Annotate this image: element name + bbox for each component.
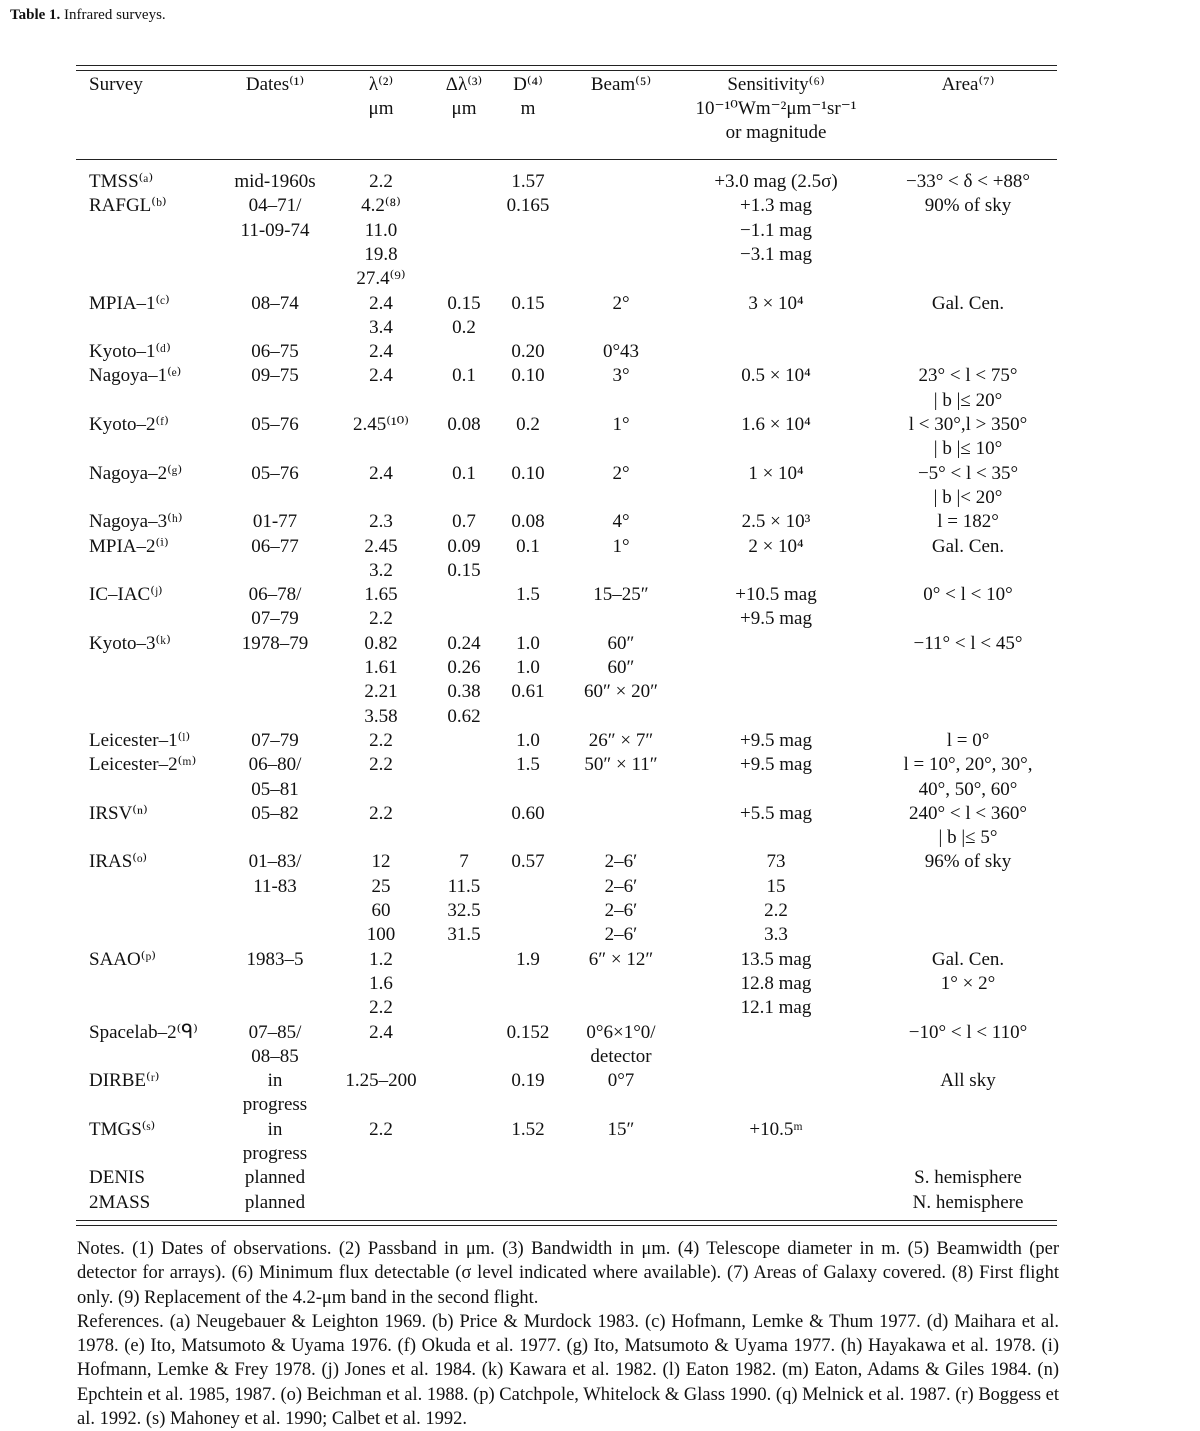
cell-dlambda: 31.5 — [447, 924, 481, 946]
cell-area: 90% of sky — [924, 195, 1012, 217]
cell-dlambda: 0.38 — [447, 681, 481, 703]
cell-dlambda: 0.15 — [447, 559, 481, 581]
cell-beam: 3° — [612, 365, 630, 387]
cell-d: 0.20 — [511, 341, 545, 363]
cell-lambda: 2.2 — [369, 997, 393, 1019]
cell-lambda: 2.2 — [369, 1118, 393, 1140]
cell-beam: 2° — [612, 292, 630, 314]
cell-sensitivity: 3.3 — [764, 924, 788, 946]
column-header-sensitivity — [696, 73, 857, 145]
cell-dates: progress — [242, 1094, 308, 1116]
cell-area: l < 30°,l > 350° — [908, 414, 1028, 435]
cell-beam: 2–6′ — [604, 851, 638, 873]
cell-beam: 4° — [612, 511, 630, 533]
cell-d: 1.0 — [516, 729, 540, 751]
cell-sensitivity: +9.5 mag — [740, 608, 812, 630]
cell-area: l = 0° — [946, 729, 990, 751]
cell-survey: IC–IAC⁽ʲ⁾ — [89, 584, 163, 606]
cell-d: 1.5 — [516, 584, 540, 606]
column-header-dlambda — [446, 73, 482, 121]
cell-area: 240° < l < 360° — [909, 802, 1027, 824]
cell-sensitivity: 2.2 — [764, 900, 788, 921]
bottom-rule-second — [76, 1225, 1057, 1226]
cell-dates: 11-09-74 — [240, 219, 310, 241]
cell-dates: planned — [244, 1167, 306, 1189]
table-caption-label: Table 1. — [10, 7, 61, 23]
cell-sensitivity: +5.5 mag — [740, 802, 812, 824]
cell-beam: 6″ × 12″ — [588, 948, 654, 970]
table-notes — [77, 1237, 1059, 1431]
cell-area: | b |≤ 20° — [933, 389, 1003, 411]
cell-lambda: 25 — [371, 875, 391, 897]
cell-d: 0.15 — [511, 292, 545, 314]
cell-dlambda: 0.09 — [447, 535, 481, 557]
column-header-survey-line: Survey — [89, 74, 143, 95]
column-header-lambda — [369, 73, 394, 121]
cell-area: −10° < l < 110° — [908, 1021, 1028, 1043]
cell-d: 0.57 — [511, 851, 545, 873]
column-header-lambda-line: λ⁽²⁾ — [368, 74, 394, 95]
cell-area: −5° < l < 35° — [917, 462, 1019, 484]
cell-sensitivity: +10.5ᵐ — [749, 1118, 803, 1140]
cell-lambda: 2.4 — [369, 462, 393, 484]
cell-beam: 60″ × 20″ — [583, 681, 659, 703]
cell-dates: 05–81 — [251, 778, 299, 800]
column-header-dlambda-line: μm — [451, 98, 477, 119]
top-rule-second — [76, 70, 1057, 71]
cell-dlambda: 0.7 — [452, 511, 476, 533]
cell-lambda: 2.2 — [369, 171, 393, 192]
cell-lambda: 19.8 — [364, 243, 398, 265]
cell-beam: detector — [590, 1045, 652, 1067]
cell-sensitivity: 0.5 × 10⁴ — [741, 365, 811, 387]
cell-beam: 2–6′ — [604, 875, 638, 897]
cell-area: N. hemisphere — [912, 1191, 1024, 1213]
cell-d: 0.1 — [516, 535, 540, 557]
cell-dates: 01-77 — [252, 511, 298, 533]
cell-dates: 11-83 — [253, 875, 297, 897]
cell-sensitivity: +1.3 mag — [740, 195, 812, 217]
cell-lambda: 2.4 — [369, 365, 393, 387]
column-header-d-line: D⁽⁴⁾ — [513, 74, 543, 95]
cell-lambda: 1.25–200 — [345, 1070, 417, 1092]
cell-d: 0.08 — [511, 511, 545, 533]
cell-dates: 06–80/ — [248, 754, 302, 776]
cell-dates: 07–79 — [251, 608, 299, 630]
cell-dlambda: 0.24 — [447, 632, 481, 654]
references-paragraph: References. (a) Neugebauer & Leighton 1969. (b) Price & Murdock 1983. (c) Hofmann, Lemke & Thum 1977. (d) Maihara et al. 1978. (e) Ito, Matsumoto & Uyama 1976. (f) Okuda et al. 1977. (g) Ito, Matsumoto & Uyama 1977. (h) Hayakawa et al. 1978. (i) Hofmann, Lemke & Frey 1978. (j) Jones et al. 1984. (k) Kawara et al. 1982. (l) Eaton 1982. (m) Eaton, Adams & Giles 1984. (n) Epchtein et al. 1985, 1987. (o) Beichman et al. 1988. (p) Catchpole, Whitelock & Glass 1990. (q) Melnick et al. 1987. (r) Boggess et al. 1992. (s) Mahoney et al. 1990; Calbet et al. 1992. — [77, 1311, 1059, 1430]
cell-survey: Kyoto–3⁽ᵏ⁾ — [89, 632, 171, 654]
cell-d: 1.0 — [516, 657, 540, 678]
cell-lambda: 1.61 — [364, 657, 398, 678]
cell-lambda: 2.2 — [369, 754, 393, 776]
cell-area: Gal. Cen. — [931, 292, 1005, 314]
cell-beam: 2–6′ — [604, 900, 638, 921]
cell-survey: Leicester–1⁽ˡ⁾ — [89, 729, 191, 751]
column-header-beam — [591, 73, 651, 97]
cell-area: | b |≤ 10° — [933, 438, 1003, 460]
cell-area: 96% of sky — [924, 851, 1012, 873]
cell-area: All sky — [940, 1070, 996, 1092]
cell-lambda: 2.4 — [369, 1021, 393, 1043]
cell-dlambda: 0.1 — [452, 462, 476, 484]
cell-sensitivity: 1 × 10⁴ — [748, 462, 804, 484]
cell-survey: MPIA–1⁽ᶜ⁾ — [89, 292, 170, 314]
cell-dates: 01–83/ — [248, 851, 302, 873]
cell-lambda: 3.4 — [369, 316, 393, 338]
table-caption — [10, 7, 166, 24]
cell-lambda: 4.2⁽⁸⁾ — [361, 195, 401, 217]
cell-survey: IRAS⁽ᵒ⁾ — [89, 851, 148, 873]
cell-dates: 06–78/ — [248, 584, 302, 606]
cell-survey: TMSS⁽ᵃ⁾ — [89, 171, 154, 192]
cell-sensitivity: 1.6 × 10⁴ — [741, 414, 811, 435]
cell-dates: in — [267, 1118, 283, 1140]
cell-area: 1° × 2° — [940, 972, 996, 994]
cell-area: l = 10°, 20°, 30°, — [903, 754, 1033, 776]
cell-dates: 08–85 — [251, 1045, 299, 1067]
cell-d: 1.0 — [516, 632, 540, 654]
column-header-area-line: Area⁽⁷⁾ — [941, 74, 995, 95]
cell-lambda: 3.2 — [369, 559, 393, 581]
cell-sensitivity: 3 × 10⁴ — [748, 292, 804, 314]
cell-dlambda: 0.15 — [447, 292, 481, 314]
top-rule — [76, 65, 1057, 66]
column-header-area — [942, 73, 995, 97]
cell-dates: 05–82 — [251, 802, 299, 824]
cell-sensitivity: 15 — [766, 875, 786, 897]
cell-area: l = 182° — [937, 511, 999, 533]
cell-d: 1.57 — [511, 171, 545, 192]
cell-sensitivity: 2.5 × 10³ — [741, 511, 811, 533]
cell-area: | b |≤ 5° — [938, 827, 998, 849]
cell-dates: 07–79 — [251, 729, 299, 751]
cell-survey: DENIS — [89, 1167, 145, 1189]
cell-d: 0.2 — [516, 414, 540, 435]
cell-sensitivity: +9.5 mag — [740, 754, 812, 776]
cell-dlambda: 0.1 — [452, 365, 476, 387]
cell-dlambda: 11.5 — [447, 875, 481, 897]
cell-lambda: 1.6 — [369, 972, 393, 994]
cell-survey: RAFGL⁽ᵇ⁾ — [89, 195, 167, 217]
cell-sensitivity: +10.5 mag — [735, 584, 817, 606]
cell-sensitivity: 2 × 10⁴ — [748, 535, 804, 557]
cell-sensitivity: 12.8 mag — [740, 972, 812, 994]
cell-area: | b |< 20° — [933, 486, 1003, 508]
cell-lambda: 1.2 — [369, 948, 393, 970]
cell-dates: 06–75 — [251, 341, 299, 363]
cell-area: Gal. Cen. — [931, 535, 1005, 557]
cell-beam: 50″ × 11″ — [584, 754, 658, 776]
cell-beam: 15–25″ — [593, 584, 649, 606]
cell-lambda: 60 — [371, 900, 391, 921]
column-header-dates-line: Dates⁽¹⁾ — [245, 74, 305, 95]
cell-lambda: 2.2 — [369, 608, 393, 630]
column-header-sensitivity-line: Sensitivity⁽⁶⁾ — [727, 74, 825, 95]
column-header-dates — [246, 73, 304, 97]
cell-dates: 06–77 — [251, 535, 299, 557]
cell-lambda: 2.2 — [369, 802, 393, 824]
cell-lambda: 2.21 — [364, 681, 398, 703]
cell-area: −11° < l < 45° — [913, 632, 1023, 654]
column-header-d — [513, 73, 543, 121]
cell-d: 0.152 — [506, 1021, 550, 1043]
cell-sensitivity: +3.0 mag (2.5σ) — [714, 171, 838, 192]
cell-dates: in — [267, 1070, 283, 1092]
cell-lambda: 12 — [371, 851, 391, 873]
cell-dlambda: 0.62 — [447, 705, 481, 727]
cell-d: 1.9 — [516, 948, 540, 970]
cell-dates: 04–71/ — [248, 195, 302, 217]
cell-sensitivity: 73 — [766, 851, 786, 873]
cell-dates: 1983–5 — [246, 948, 304, 970]
cell-sensitivity: −3.1 mag — [740, 243, 812, 265]
cell-d: 0.19 — [511, 1070, 545, 1092]
cell-beam: 2° — [612, 462, 630, 484]
cell-beam: 26″ × 7″ — [588, 729, 654, 751]
cell-beam: 60″ — [607, 632, 635, 654]
table-caption-title: Infrared surveys. — [64, 7, 166, 23]
cell-survey: Nagoya–2⁽ᵍ⁾ — [89, 462, 183, 484]
cell-beam: 1° — [612, 414, 630, 435]
cell-survey: SAAO⁽ᵖ⁾ — [89, 948, 156, 970]
cell-area: −33° < δ < +88° — [905, 171, 1031, 192]
cell-survey: DIRBE⁽ʳ⁾ — [89, 1070, 160, 1092]
cell-beam: 0°43 — [602, 341, 640, 363]
cell-beam: 1° — [612, 535, 630, 557]
column-header-survey — [89, 73, 143, 97]
notes-paragraph: Notes. (1) Dates of observations. (2) Passband in μm. (3) Bandwidth in μm. (4) Telescope diameter in m. (5) Beamwidth (per detector for arrays). (6) Minimum flux detectable (σ level indicated where available). (7) Areas of Galaxy covered. (8) First flight only. (9) Replacement of the 4.2-μm band in the second flight. — [77, 1239, 1059, 1308]
cell-dlambda: 0.26 — [447, 657, 481, 678]
cell-beam: 60″ — [607, 657, 635, 678]
cell-beam: 0°6×1°0/ — [586, 1021, 656, 1043]
column-header-dlambda-line: Δλ⁽³⁾ — [445, 74, 483, 95]
cell-area: 0° < l < 10° — [923, 584, 1013, 606]
cell-dates: planned — [244, 1191, 306, 1213]
cell-dates: 05–76 — [251, 414, 299, 435]
bottom-rule — [76, 1220, 1057, 1221]
cell-lambda: 2.45 — [364, 535, 398, 557]
cell-d: 0.10 — [511, 462, 545, 484]
cell-lambda: 1.65 — [364, 584, 398, 606]
cell-d: 0.60 — [511, 802, 545, 824]
cell-dates: progress — [242, 1143, 308, 1164]
cell-dlambda: 7 — [459, 851, 469, 873]
cell-lambda: 2.3 — [369, 511, 393, 533]
cell-d: 0.10 — [511, 365, 545, 387]
cell-survey: IRSV⁽ⁿ⁾ — [89, 802, 148, 824]
cell-dates: 09–75 — [251, 365, 299, 387]
cell-sensitivity: −1.1 mag — [740, 219, 812, 241]
cell-lambda: 2.4 — [369, 341, 393, 363]
cell-dates: 08–74 — [251, 292, 299, 314]
cell-beam: 0°7 — [607, 1070, 635, 1092]
cell-dlambda: 0.2 — [452, 316, 476, 338]
cell-lambda: 2.2 — [369, 729, 393, 751]
cell-d: 0.61 — [511, 681, 545, 703]
cell-survey: Nagoya–1⁽ᵉ⁾ — [89, 365, 182, 387]
cell-area: 23° < l < 75° — [918, 365, 1018, 387]
cell-survey: 2MASS — [89, 1191, 151, 1213]
column-header-lambda-line: μm — [368, 98, 394, 119]
cell-survey: Kyoto–1⁽ᵈ⁾ — [89, 341, 171, 363]
cell-lambda: 2.45⁽¹⁰⁾ — [353, 414, 409, 435]
cell-d: 0.165 — [506, 195, 550, 217]
cell-dates: 1978–79 — [241, 632, 309, 654]
cell-survey: TMGS⁽ˢ⁾ — [89, 1118, 156, 1140]
cell-dlambda: 32.5 — [447, 900, 481, 921]
cell-survey: Kyoto–2⁽ᶠ⁾ — [89, 414, 169, 435]
cell-dlambda: 0.08 — [447, 414, 481, 435]
column-header-sensitivity-line: 10⁻¹⁰Wm⁻²μm⁻¹sr⁻¹ — [695, 98, 857, 119]
header-rule — [76, 159, 1057, 160]
cell-beam: 15″ — [607, 1118, 635, 1140]
column-header-d-line: m — [520, 98, 536, 119]
cell-d: 1.52 — [511, 1118, 545, 1140]
cell-lambda: 100 — [366, 924, 396, 946]
cell-lambda: 27.4⁽⁹⁾ — [356, 268, 406, 290]
cell-lambda: 2.4 — [369, 292, 393, 314]
cell-lambda: 0.82 — [364, 632, 398, 654]
cell-beam: 2–6′ — [604, 924, 638, 946]
cell-dates: mid-1960s — [234, 171, 316, 192]
cell-sensitivity: 12.1 mag — [740, 997, 812, 1019]
cell-area: S. hemisphere — [914, 1167, 1022, 1189]
cell-area: Gal. Cen. — [931, 948, 1005, 970]
cell-survey: MPIA–2⁽ⁱ⁾ — [89, 535, 169, 557]
cell-survey: Leicester–2⁽ᵐ⁾ — [89, 754, 197, 776]
cell-dates: 07–85/ — [248, 1021, 302, 1043]
cell-area: 40°, 50°, 60° — [918, 778, 1018, 800]
cell-sensitivity: 13.5 mag — [740, 948, 812, 970]
cell-dates: 05–76 — [251, 462, 299, 484]
cell-lambda: 3.58 — [364, 705, 398, 727]
column-header-sensitivity-line: or magnitude — [725, 122, 827, 143]
column-header-beam-line: Beam⁽⁵⁾ — [590, 74, 652, 95]
cell-d: 1.5 — [516, 754, 540, 776]
cell-lambda: 11.0 — [364, 219, 398, 241]
cell-sensitivity: +9.5 mag — [740, 729, 812, 751]
cell-survey: Nagoya–3⁽ʰ⁾ — [89, 511, 183, 533]
cell-survey: Spacelab–2⁽ᑫ⁾ — [89, 1021, 198, 1043]
